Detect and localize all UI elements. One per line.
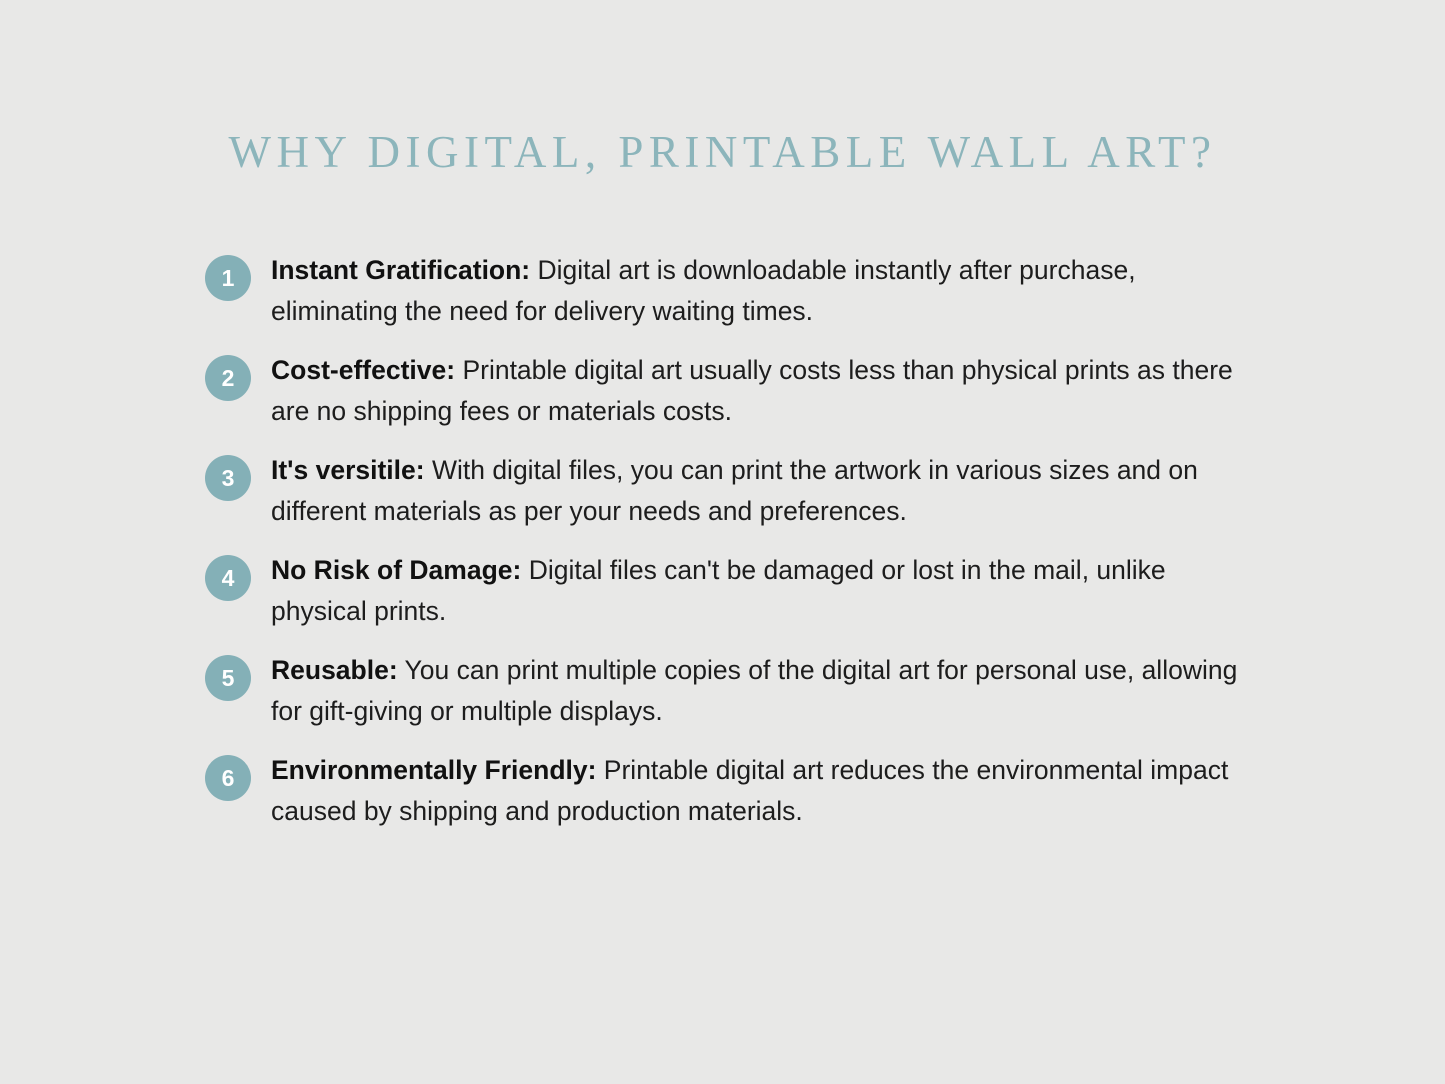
page-title: WHY DIGITAL, PRINTABLE WALL ART? [228, 127, 1217, 177]
list-item-body: With digital files, you can print the artwork in various sizes and on different materials as per your needs and preferences. [271, 455, 1198, 526]
list-item-text [271, 450, 1265, 532]
list-item-lead: Environmentally Friendly: [271, 755, 597, 785]
list-item-text [271, 350, 1265, 432]
list-item-lead: No Risk of Damage: [271, 555, 522, 585]
list-item-body: Digital files can't be damaged or lost in the mail, unlike physical prints. [271, 555, 1166, 626]
list-item [205, 650, 1265, 732]
list-item-number-badge: 1 [205, 255, 251, 301]
list-item-lead: Cost-effective: [271, 355, 456, 385]
benefits-list [205, 250, 1265, 850]
list-item [205, 550, 1265, 632]
list-item-lead: It's versitile: [271, 455, 425, 485]
list-item-number-badge: 2 [205, 355, 251, 401]
list-item [205, 350, 1265, 432]
list-item [205, 750, 1265, 832]
list-item-lead: Instant Gratification: [271, 255, 531, 285]
list-item-text [271, 650, 1265, 732]
list-item-body: Printable digital art usually costs less than physical prints as there are no shipping fees or materials costs. [271, 355, 1233, 426]
list-item-number-badge: 4 [205, 555, 251, 601]
list-item [205, 450, 1265, 532]
list-item-number-badge: 6 [205, 755, 251, 801]
list-item-text [271, 550, 1265, 632]
list-item-number-badge: 3 [205, 455, 251, 501]
list-item [205, 250, 1265, 332]
list-item-body: Digital art is downloadable instantly after purchase, eliminating the need for delivery waiting times. [271, 255, 1136, 326]
list-item-body: Printable digital art reduces the environmental impact caused by shipping and production materials. [271, 755, 1229, 826]
list-item-number-badge: 5 [205, 655, 251, 701]
list-item-text [271, 750, 1265, 832]
list-item-body: You can print multiple copies of the digital art for personal use, allowing for gift-giving or multiple displays. [271, 655, 1238, 726]
list-item-lead: Reusable: [271, 655, 398, 685]
list-item-text [271, 250, 1265, 332]
